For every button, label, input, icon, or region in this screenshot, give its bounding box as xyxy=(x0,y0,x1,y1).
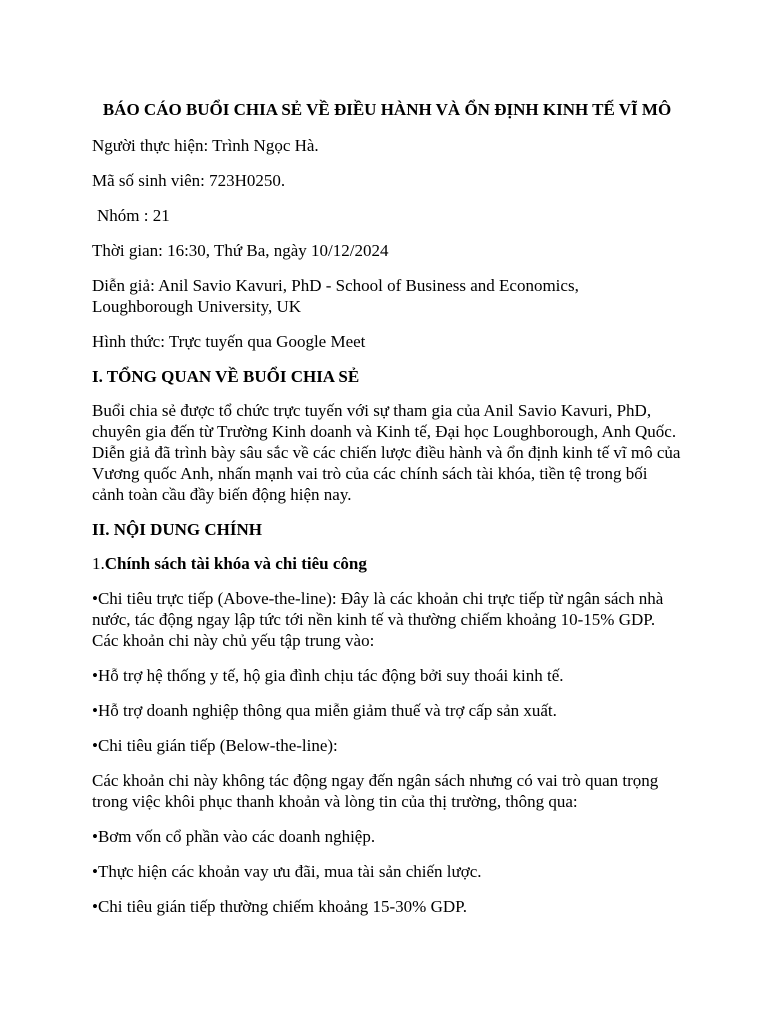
paragraph: •Hỗ trợ doanh nghiệp thông qua miễn giảm thuế và trợ cấp sản xuất. xyxy=(92,701,557,720)
paragraph: •Thực hiện các khoản vay ưu đãi, mua tài sản chiến lược. xyxy=(92,862,482,881)
paragraph: •Chi tiêu gián tiếp (Below-the-line): xyxy=(92,736,338,755)
paragraph: •Chi tiêu trực tiếp (Above-the-line): Đây là các khoản chi trực tiếp từ ngân sách nhà nước, tác động ngay lập tức tới nền kinh tế và thường chiếm khoảng 10-15% GDP. Các khoản chi này chủ yếu tập trung vào: xyxy=(92,589,664,650)
format-line: Hình thức: Trực tuyến qua Google Meet xyxy=(92,332,366,351)
subsection1-heading xyxy=(92,553,682,574)
group-line: Nhóm : 21 xyxy=(97,206,170,225)
author-line: Người thực hiện: Trình Ngọc Hà. xyxy=(92,136,319,155)
section1-body: Buổi chia sẻ được tổ chức trực tuyến với sự tham gia của Anil Savio Kavuri, PhD, chuyên gia đến từ Trường Kinh doanh và Kinh tế, Đại học Loughborough, Anh Quốc. Diễn giả đã trình bày sâu sắc về các chiến lược điều hành và ổn định kinh tế vĩ mô của Vương quốc Anh, nhấn mạnh vai trò của các chính sách tài khóa, tiền tệ trong bối cảnh toàn cầu đầy biến động hiện nay. xyxy=(92,401,681,504)
paragraph: Các khoản chi này không tác động ngay đến ngân sách nhưng có vai trò quan trọng trong việc khôi phục thanh khoản và lòng tin của thị trường, thông qua: xyxy=(92,771,659,811)
section1-heading: I. TỔNG QUAN VỀ BUỔI CHIA SẺ xyxy=(92,367,360,386)
speaker-line: Diễn giả: Anil Savio Kavuri, PhD - School of Business and Economics, Loughborough University, UK xyxy=(92,276,579,316)
document-page xyxy=(92,100,682,931)
student-id-line: Mã số sinh viên: 723H0250. xyxy=(92,171,286,190)
subsection1-title: Chính sách tài khóa và chi tiêu công xyxy=(104,554,367,573)
document-title: BÁO CÁO BUỔI CHIA SẺ VỀ ĐIỀU HÀNH VÀ ỔN ĐỊNH KINH TẾ VĨ MÔ xyxy=(102,100,672,119)
subsection1-number: 1. xyxy=(92,554,105,573)
paragraph: •Bơm vốn cổ phần vào các doanh nghiệp. xyxy=(92,827,376,846)
time-line: Thời gian: 16:30, Thứ Ba, ngày 10/12/2024 xyxy=(92,241,389,260)
paragraph: •Chi tiêu gián tiếp thường chiếm khoảng 15-30% GDP. xyxy=(92,897,467,916)
paragraph: •Hỗ trợ hệ thống y tế, hộ gia đình chịu tác động bởi suy thoái kinh tế. xyxy=(92,666,564,685)
section2-heading: II. NỘI DUNG CHÍNH xyxy=(92,520,263,539)
